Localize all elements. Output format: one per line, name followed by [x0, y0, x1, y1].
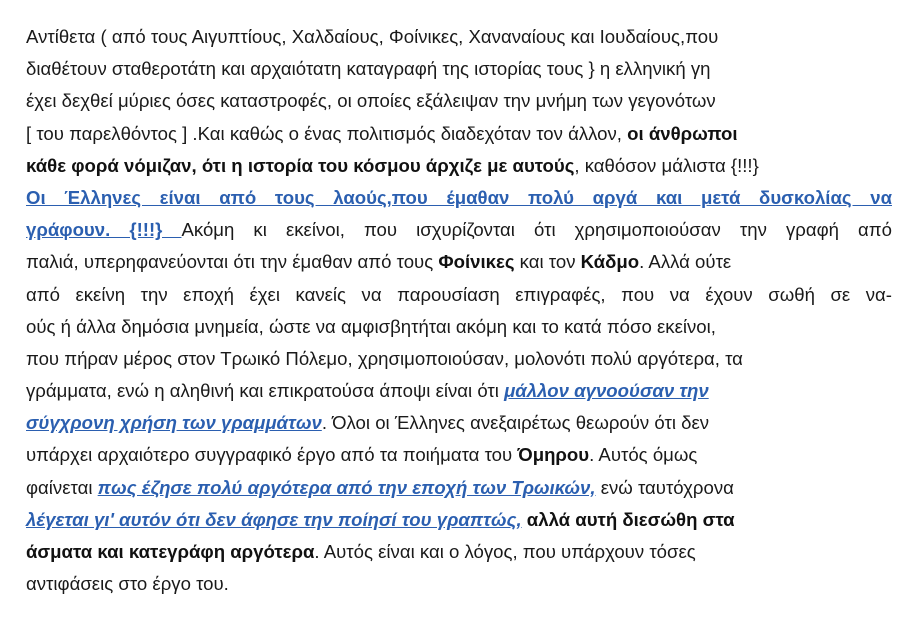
- text-run: Ακόμη κι εκείνοι, που ισχυρίζονται ότι χρησιμοποιούσαν την γραφή από: [181, 219, 892, 241]
- text-line: [26, 85, 892, 117]
- text-line: [26, 407, 892, 439]
- text-run: , καθόσον μάλιστα {!!!}: [574, 154, 759, 176]
- text-run: [ του παρελθόντος ] .Και καθώς ο ένας πολιτισμός διαδεχόταν τον άλλον,: [26, 122, 628, 144]
- text-line: [26, 343, 892, 375]
- text-run: και τον: [514, 251, 581, 273]
- hyperlink-text[interactable]: σύγχρονη χρήση των γραμμάτων: [26, 412, 322, 434]
- hyperlink-text[interactable]: Οι Έλληνες είναι από τους λαούς,που έμαθαν πολύ αργά και μετά δυσκολίας να: [26, 186, 892, 208]
- text-line: [26, 53, 892, 85]
- text-line: [26, 375, 892, 407]
- bold-text: άσματα και κατεγράφη αργότερα: [26, 541, 315, 562]
- hyperlink-text[interactable]: μάλλον αγνοούσαν την: [504, 380, 709, 402]
- text-line: [26, 472, 892, 504]
- text-run: . Όλοι οι Έλληνες ανεξαιρέτως θεωρούν ότι δεν: [321, 412, 710, 434]
- text-line: [26, 118, 892, 150]
- document-page: [26, 21, 892, 600]
- text-run: . Αυτός είναι και ο λόγος, που υπάρχουν τόσες: [314, 541, 696, 562]
- text-run: υπάρχει αρχαιότερο συγγραφικό έργο από τα ποιήματα του: [26, 444, 518, 466]
- text-run: ούς ή άλλα δημόσια μνημεία, ώστε να αμφισβητήται ακόμη και το κατά πόσο εκείνοι,: [26, 315, 716, 337]
- hyperlink-text[interactable]: λέγεται γι' αυτόν ότι δεν άφησε την ποίησί του γραπτώς,: [26, 508, 522, 530]
- text-run: γράμματα, ενώ η αληθινή και επικρατούσα άποψι είναι ότι: [26, 380, 505, 402]
- text-run: φαίνεται: [26, 476, 98, 498]
- text-line: [26, 246, 892, 278]
- text-run: διαθέτουν σταθεροτάτη και αρχαιότατη καταγραφή της ιστορίας τους } η ελληνική γη: [26, 58, 711, 80]
- text-line: [26, 311, 892, 343]
- text-line: [26, 150, 892, 182]
- text-line: [26, 21, 892, 53]
- text-run: έχει δεχθεί μύριες όσες καταστροφές, οι οποίες εξάλειψαν την μνήμη των γεγονότων: [26, 90, 716, 112]
- text-run: από εκείνη την εποχή έχει κανείς να παρουσίαση επιγραφές, που να έχουν σωθή σε να-: [26, 283, 892, 305]
- text-line: [26, 504, 892, 536]
- text-run: αντιφάσεις στο έργο του.: [26, 573, 229, 595]
- text-line: [26, 182, 892, 214]
- bold-text: Όμηρου: [517, 444, 590, 466]
- text-line: [26, 279, 892, 311]
- bold-text: οι άνθρωποι: [627, 122, 738, 144]
- text-line: [26, 568, 892, 600]
- text-run: . Αυτός όμως: [589, 444, 698, 466]
- bold-text: Κάδμο: [580, 251, 640, 273]
- hyperlink-text[interactable]: γράφουν. {!!!}: [26, 219, 182, 241]
- bold-text: Φοίνικες: [438, 251, 515, 273]
- text-run: Αντίθετα ( από τους Αιγυπτίους, Χαλδαίους, Φοίνικες, Χαναναίους και Ιουδαίους,που: [26, 26, 719, 47]
- hyperlink-text[interactable]: πως έζησε πολύ αργότερα από την εποχή των Τρωικών,: [97, 476, 596, 498]
- text-run: παλιά, υπερηφανεύονται ότι την έμαθαν από τους: [26, 251, 439, 273]
- text-line: [26, 439, 892, 471]
- text-run: ενώ ταυτόχρονα: [595, 476, 734, 498]
- text-run: . Αλλά ούτε: [639, 251, 732, 273]
- bold-text: αλλά αυτή διεσώθη στα: [526, 508, 735, 530]
- text-run: που πήραν μέρος στον Τρωικό Πόλεμο, χρησιμοποιούσαν, μολονότι πολύ αργότερα, τα: [26, 347, 743, 369]
- text-line: [26, 536, 892, 568]
- text-line: [26, 214, 892, 246]
- bold-text: κάθε φορά νόμιζαν, ότι η ιστορία του κόσμου άρχιζε με αυτούς: [26, 154, 575, 176]
